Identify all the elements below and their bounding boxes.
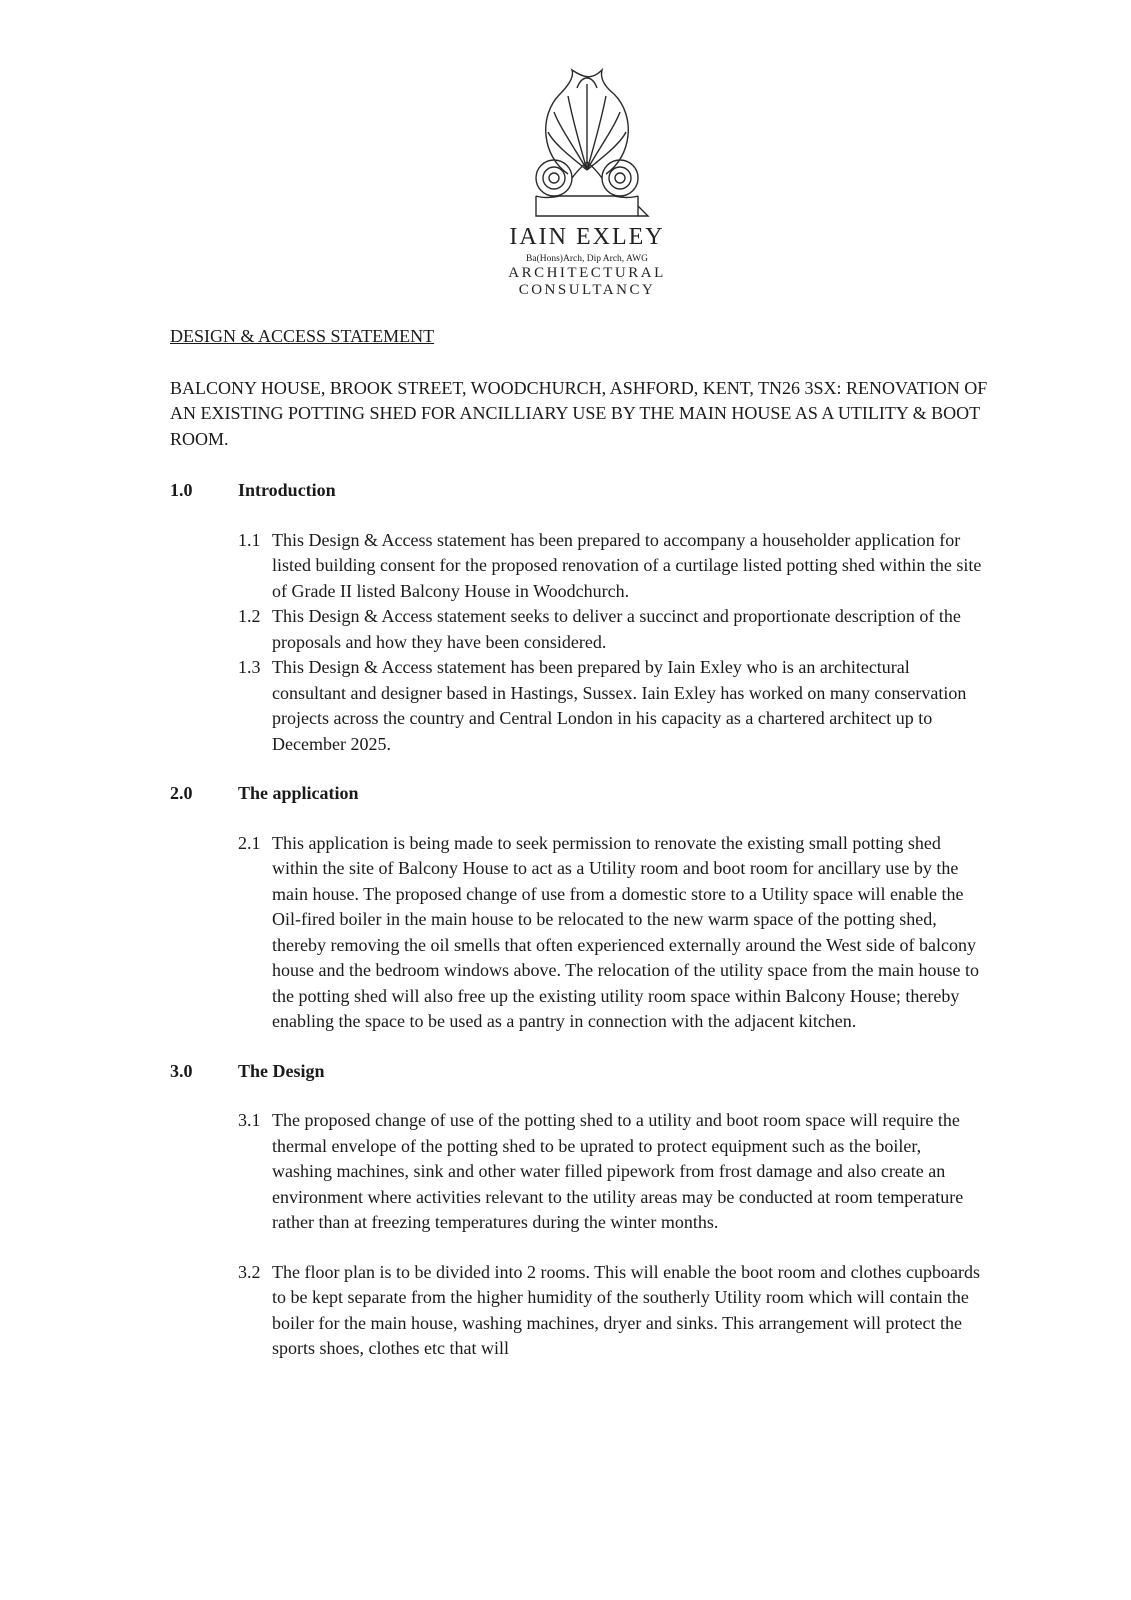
paragraph-number: 1.3 [238,657,261,677]
section-heading [170,781,1000,807]
paragraph [238,831,1000,1035]
section-title: Introduction [238,480,336,500]
paragraph [238,655,1000,757]
paragraph [238,604,1000,655]
paragraph-spacer [238,1236,1000,1260]
section-title: The application [238,783,359,803]
section-number: 1.0 [170,480,193,500]
paragraph-text: This Design & Access statement has been prepared by Iain Exley who is an architectural consultant and designer based in Hastings, Sussex. Iain Exley has worked on many conservation projects across the country and Central London in his capacity as a chartered architect up to December 2025. [272,657,967,754]
paragraph-text: The floor plan is to be divided into 2 rooms. This will enable the boot room and clothes cupboards to be kept separate from the higher humidity of the southerly Utility room which will contain the boiler for the main house, washing machines, dryer and sinks. This arrangement will protect the sports shoes, clothes etc that will [272,1261,981,1358]
section-number: 3.0 [170,1060,193,1081]
paragraph-list [170,528,1000,758]
logo-qualifications: Ba(Hons)Arch, Dip Arch, AWG [526,254,648,264]
document-title: DESIGN & ACCESS STATEMENT [170,326,435,346]
logo-line-1: ARCHITECTURAL [508,265,666,281]
paragraph-text: This Design & Access statement seeks to deliver a succinct and proportionate description of the proposals and how they have been considered. [272,606,961,652]
logo-name: IAIN EXLEY [509,224,665,250]
paragraph-list [170,831,1000,1035]
paragraph-text: This Design & Access statement has been prepared to accompany a householder application for listed building consent for the proposed renovation of a curtilage listed potting shed within the site of Grade II listed Balcony House in Woodchurch. [272,529,982,601]
anthemion-emblem-icon [502,66,672,226]
document-body [170,324,1000,1386]
section-title: The Design [238,1060,325,1081]
paragraph-number: 1.1 [238,529,261,550]
section-heading [170,1059,1000,1085]
paragraph-number: 1.2 [238,606,261,626]
paragraph-list [170,1108,1000,1362]
document-subject: BALCONY HOUSE, BROOK STREET, WOODCHURCH, ASHFORD, KENT, TN26 3SX: RENOVATION OF AN EXISTING POTTING SHED FOR ANCILLIARY USE BY THE MAIN HOUSE AS A UTILITY & BOOT ROOM. [170,377,988,449]
section-number: 2.0 [170,783,193,803]
section-heading [170,478,1000,504]
paragraph-number: 3.1 [238,1110,261,1130]
paragraph-number: 3.2 [238,1261,261,1282]
paragraph [238,528,1000,605]
paragraph [238,1108,1000,1236]
paragraph [238,1260,1000,1362]
logo-line-2: CONSULTANCY [518,282,656,298]
paragraph-text: This application is being made to seek permission to renovate the existing small potting shed within the site of Balcony House to act as a Utility room and boot room for ancillary use by the main house. The proposed change of use from a domestic store to a Utility space will enable the Oil-fired boiler in the main house to be relocated to the new warm space of the potting shed, thereby removing the oil smells that often experienced externally around the West side of balcony house and the bedroom windows above. The relocation of the utility space from the main house to the potting shed will also free up the existing utility room space within Balcony House; thereby enabling the space to be used as a pantry in connection with the adjacent kitchen. [272,832,979,1031]
paragraph-number: 2.1 [238,832,261,853]
paragraph-text: The proposed change of use of the potting shed to a utility and boot room space will require the thermal envelope of the potting shed to be uprated to protect equipment such as the boiler, washing machines, sink and other water filled pipework from frost damage and also create an environment where activities relevant to the utility areas may be conducted at room temperature rather than at freezing temperatures during the winter months. [272,1110,964,1232]
company-logo [502,66,672,306]
